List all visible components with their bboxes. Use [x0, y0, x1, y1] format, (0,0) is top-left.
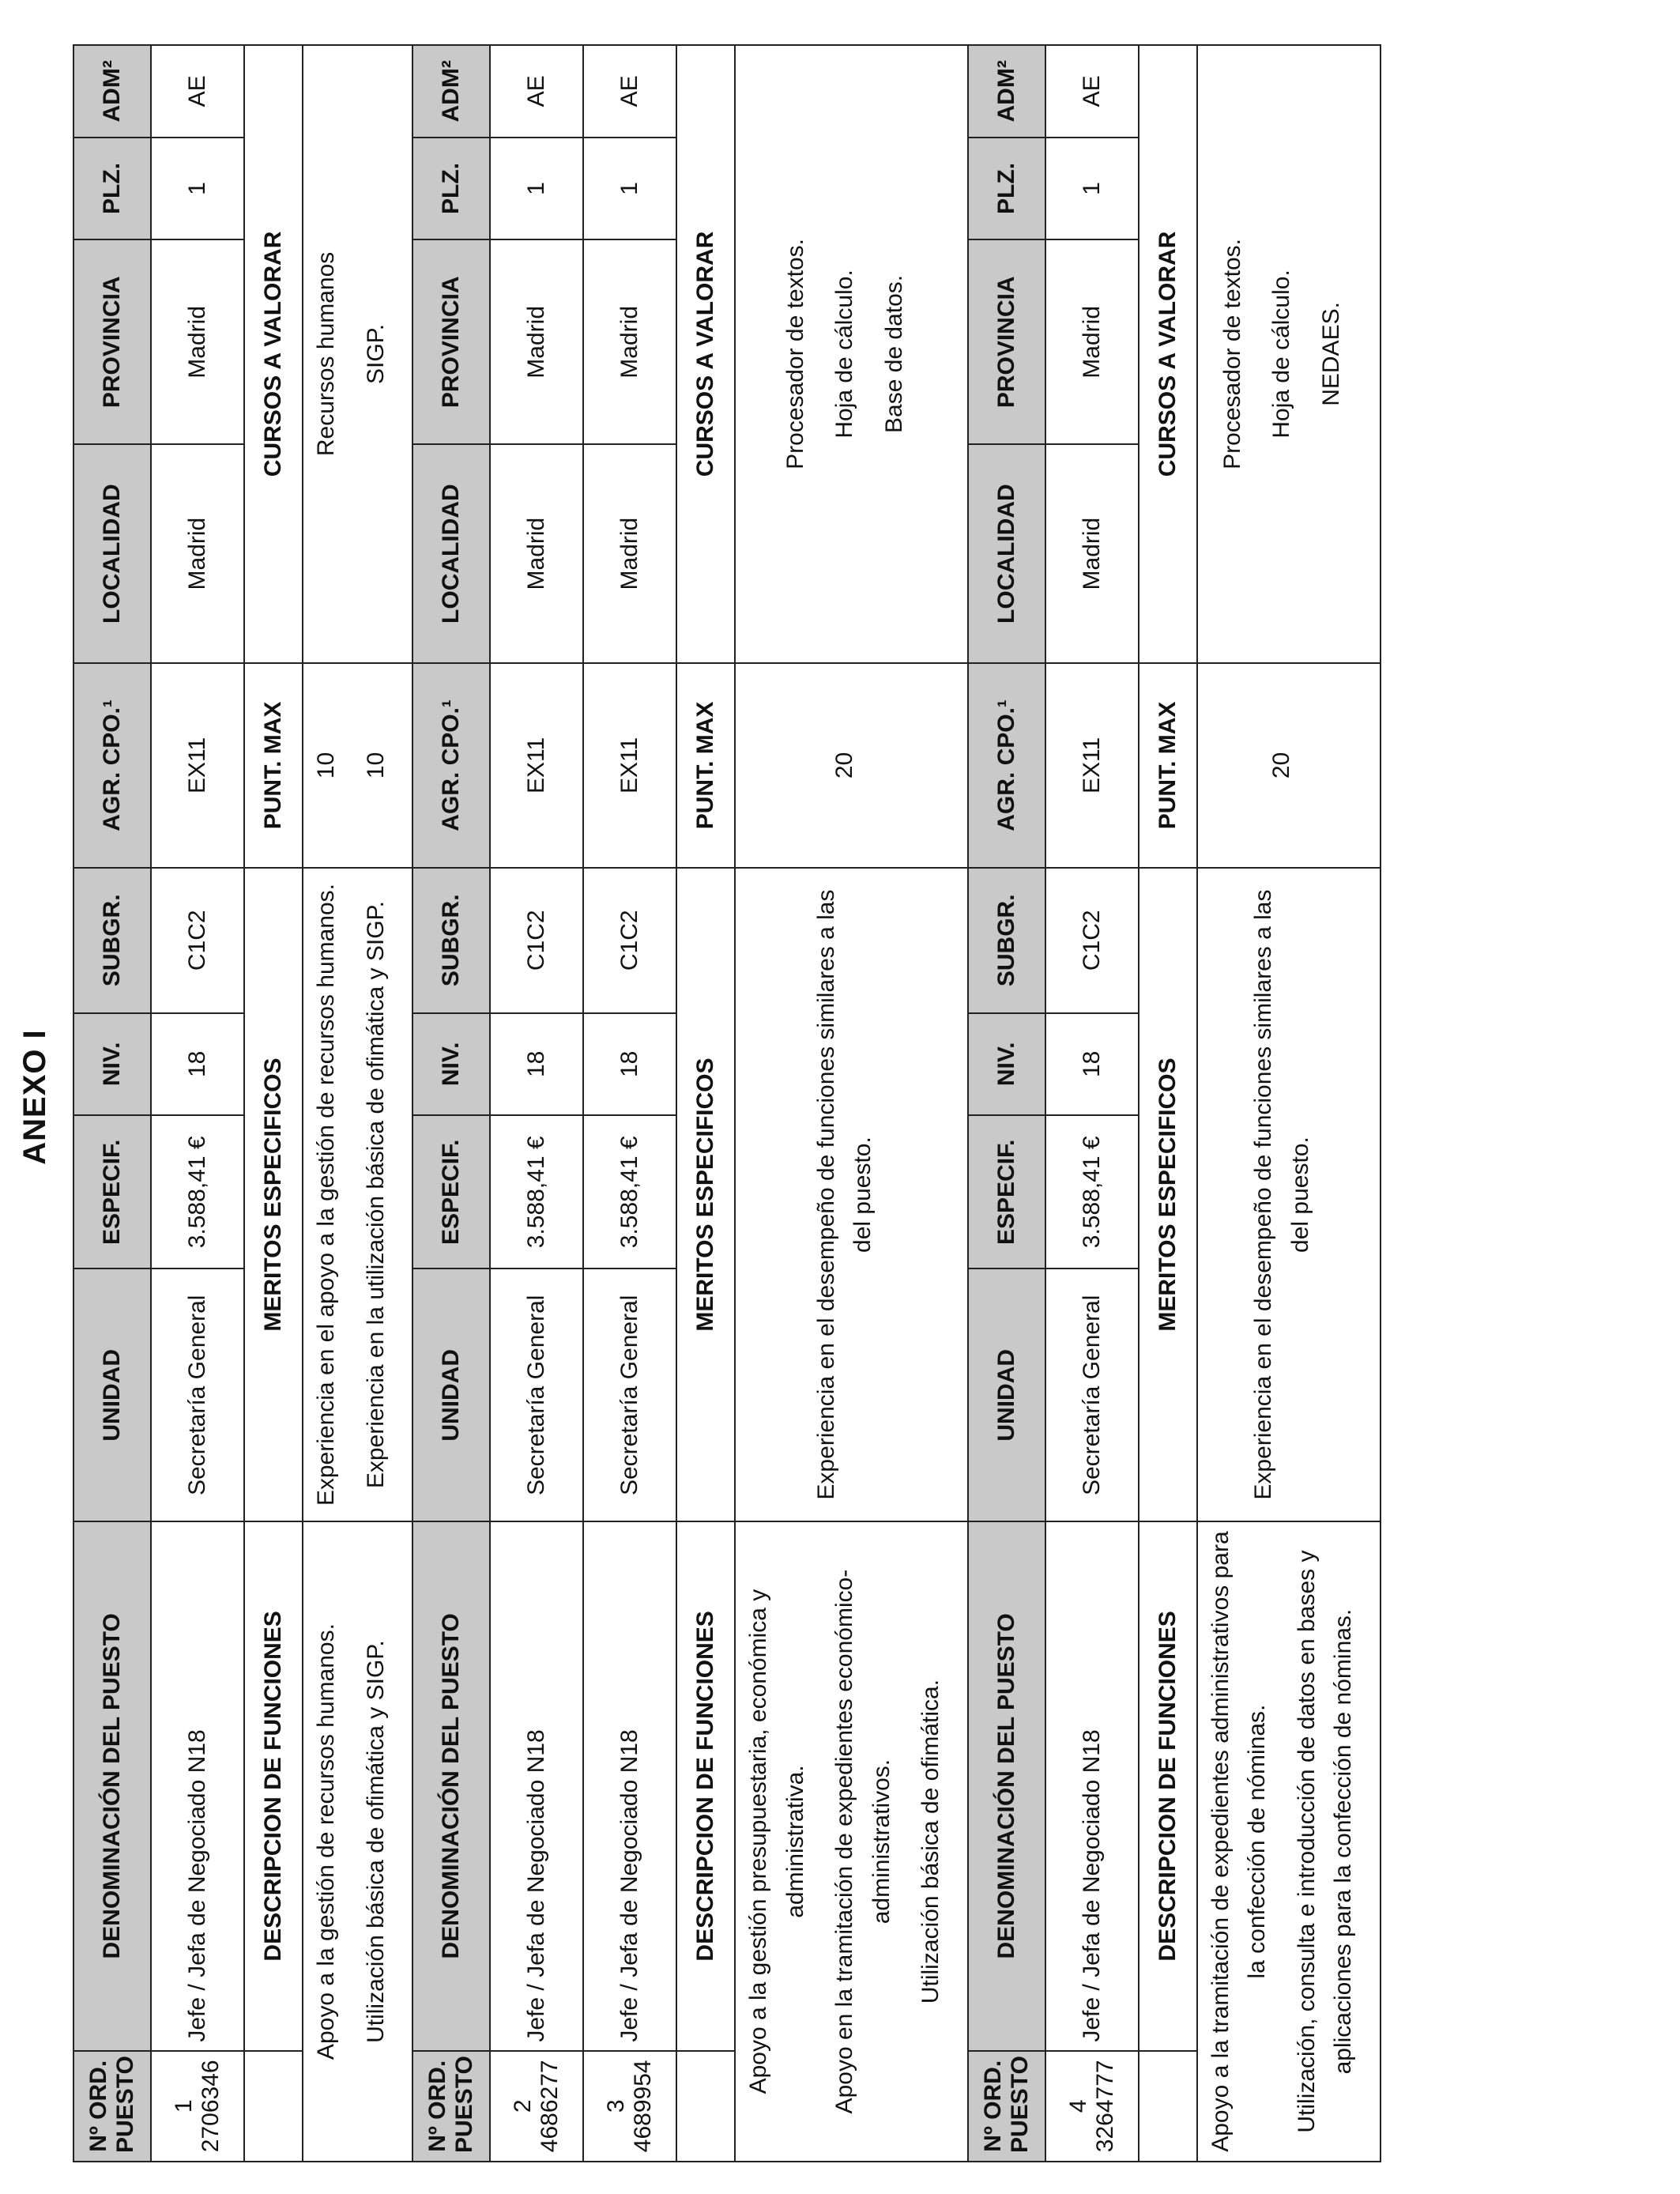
- cursos-cell: [1197, 45, 1381, 663]
- cell-unidad: Secretaría General: [1045, 1269, 1139, 1522]
- cell-provincia: Madrid: [151, 239, 244, 444]
- ord-number: 2: [510, 2099, 536, 2113]
- cell-subgr: C1C2: [490, 868, 583, 1013]
- meritos-cell: [1197, 868, 1381, 1521]
- funcion-item: Apoyo en la tramitación de expedientes económico-administrativos.: [831, 1569, 895, 2114]
- descripcion-header: DESCRIPCION DE FUNCIONES: [676, 1521, 735, 2051]
- header-plz: PLZ.: [968, 138, 1045, 240]
- cell-adm: AE: [151, 45, 244, 138]
- cell-localidad: Madrid: [1045, 444, 1139, 662]
- header-plz: PLZ.: [73, 138, 151, 240]
- cell-provincia: Madrid: [490, 239, 583, 444]
- section-header-row: [676, 45, 735, 2162]
- section-blank: [1139, 2051, 1197, 2162]
- cell-subgr: C1C2: [583, 868, 676, 1013]
- cell-plz: 1: [151, 138, 244, 240]
- cell-plz: 1: [583, 138, 676, 240]
- cell-ord: [1045, 2051, 1139, 2162]
- section-body-row: [1197, 45, 1381, 2162]
- meritos-cell: [735, 868, 968, 1521]
- puntos-cell: [735, 663, 968, 868]
- cursos-header: CURSOS A VALORAR: [1139, 45, 1197, 663]
- funcion-item: Utilización, consulta e introducción de datos en bases y aplicaciones para la confección de nóminas.: [1293, 1550, 1356, 2133]
- curso-item: NEDAES.: [1317, 302, 1344, 406]
- section-body-row: [303, 45, 412, 2162]
- header-row: [412, 45, 490, 2162]
- cell-denominacion: Jefe / Jefa de Negociado N18: [151, 1521, 244, 2051]
- header-adm: ADM²: [73, 45, 151, 138]
- funcion-item: Utilización básica de ofimática y SIGP.: [362, 1640, 389, 2043]
- cell-plz: 1: [1045, 138, 1139, 240]
- ord-code: 4689954: [630, 2060, 656, 2153]
- header-ord: Nº ORD. PUESTO: [412, 2051, 490, 2162]
- cell-niv: 18: [490, 1013, 583, 1116]
- curso-item: Hoja de cálculo.: [831, 270, 857, 439]
- curso-item: Base de datos.: [880, 274, 907, 433]
- cell-subgr: C1C2: [151, 868, 244, 1013]
- header-agr: AGR. CPO.¹: [412, 663, 490, 868]
- header-localidad: LOCALIDAD: [412, 444, 490, 662]
- cell-provincia: Madrid: [1045, 239, 1139, 444]
- section-body-row: [735, 45, 968, 2162]
- header-adm: ADM²: [968, 45, 1045, 138]
- cell-especif: 3.588,41 €: [151, 1115, 244, 1269]
- curso-item: Recursos humanos: [313, 251, 339, 457]
- header-agr: AGR. CPO.¹: [73, 663, 151, 868]
- header-denominacion: DENOMINACIÓN DEL PUESTO: [968, 1521, 1045, 2051]
- cell-niv: 18: [151, 1013, 244, 1116]
- cell-unidad: Secretaría General: [490, 1269, 583, 1522]
- header-unidad: UNIDAD: [968, 1269, 1045, 1522]
- cell-especif: 3.588,41 €: [490, 1115, 583, 1269]
- header-provincia: PROVINCIA: [412, 239, 490, 444]
- header-denominacion: DENOMINACIÓN DEL PUESTO: [412, 1521, 490, 2051]
- cell-localidad: Madrid: [151, 444, 244, 662]
- header-plz: PLZ.: [412, 138, 490, 240]
- punto-item: 10: [362, 752, 389, 779]
- meritos-header: MERITOS ESPECIFICOS: [1139, 868, 1197, 1521]
- meritos-header: MERITOS ESPECIFICOS: [676, 868, 735, 1521]
- cell-plz: 1: [490, 138, 583, 240]
- meritos-cell: [303, 868, 412, 1521]
- section-header-row: [1139, 45, 1197, 2162]
- meritos-header: MERITOS ESPECIFICOS: [244, 868, 303, 1521]
- cell-agr: EX11: [1045, 663, 1139, 868]
- header-especif: ESPECIF.: [968, 1115, 1045, 1269]
- page-title: ANEXO I: [17, 1029, 52, 1165]
- cell-adm: AE: [490, 45, 583, 138]
- header-adm: ADM²: [412, 45, 490, 138]
- funcion-item: Apoyo a la gestión de recursos humanos.: [313, 1623, 339, 2060]
- funcion-item: Utilización básica de ofimática.: [917, 1679, 944, 2004]
- cell-niv: 18: [1045, 1013, 1139, 1116]
- table-row: [1045, 45, 1139, 2162]
- curso-item: SIGP.: [362, 323, 389, 385]
- curso-item: Hoja de cálculo.: [1268, 270, 1295, 439]
- header-subgr: SUBGR.: [412, 868, 490, 1013]
- ord-number: 1: [171, 2099, 197, 2113]
- cell-unidad: Secretaría General: [583, 1269, 676, 1522]
- cursos-cell: [303, 45, 412, 663]
- cell-provincia: Madrid: [583, 239, 676, 444]
- cell-adm: AE: [1045, 45, 1139, 138]
- cell-ord: [583, 2051, 676, 2162]
- header-especif: ESPECIF.: [412, 1115, 490, 1269]
- table-row: [583, 45, 676, 2162]
- funciones-cell: [1197, 1521, 1381, 2162]
- header-unidad: UNIDAD: [412, 1269, 490, 1522]
- curso-item: Procesador de textos.: [1219, 239, 1245, 469]
- punt-header: PUNT. MAX: [1139, 663, 1197, 868]
- cursos-cell: [735, 45, 968, 663]
- header-niv: NIV.: [73, 1013, 151, 1116]
- punt-header: PUNT. MAX: [676, 663, 735, 868]
- header-unidad: UNIDAD: [73, 1269, 151, 1522]
- punto-item: 20: [1268, 752, 1295, 779]
- merito-item: Experiencia en el apoyo a la gestión de recursos humanos.: [313, 883, 339, 1506]
- header-localidad: LOCALIDAD: [73, 444, 151, 662]
- punto-item: 20: [831, 752, 857, 779]
- puntos-cell: [303, 663, 412, 868]
- descripcion-header: DESCRIPCION DE FUNCIONES: [244, 1521, 303, 2051]
- header-row: [968, 45, 1045, 2162]
- funcion-item: Apoyo a la tramitación de expedientes administrativos para la confección de nóminas.: [1207, 1531, 1270, 2152]
- punt-header: PUNT. MAX: [244, 663, 303, 868]
- cell-agr: EX11: [490, 663, 583, 868]
- funciones-cell: [303, 1521, 412, 2162]
- funcion-item: Apoyo a la gestión presupuestaria, económica y administrativa.: [745, 1589, 808, 2094]
- funciones-cell: [735, 1521, 968, 2162]
- cell-agr: EX11: [151, 663, 244, 868]
- section-header-row: [244, 45, 303, 2162]
- cell-especif: 3.588,41 €: [1045, 1115, 1139, 1269]
- section-blank: [244, 2051, 303, 2162]
- header-provincia: PROVINCIA: [968, 239, 1045, 444]
- header-denominacion: DENOMINACIÓN DEL PUESTO: [73, 1521, 151, 2051]
- cell-ord: [490, 2051, 583, 2162]
- header-subgr: SUBGR.: [968, 868, 1045, 1013]
- cell-denominacion: Jefe / Jefa de Negociado N18: [1045, 1521, 1139, 2051]
- cell-denominacion: Jefe / Jefa de Negociado N18: [583, 1521, 676, 2051]
- cursos-header: CURSOS A VALORAR: [676, 45, 735, 663]
- ord-code: 3264777: [1091, 2060, 1118, 2153]
- ord-number: 4: [1064, 2099, 1091, 2113]
- merito-item: Experiencia en el desempeño de funciones similares a las del puesto.: [812, 889, 876, 1500]
- header-provincia: PROVINCIA: [73, 239, 151, 444]
- cell-especif: 3.588,41 €: [583, 1115, 676, 1269]
- punto-item: 10: [313, 752, 339, 779]
- table-row: [151, 45, 244, 2162]
- puntos-cell: [1197, 663, 1381, 868]
- header-subgr: SUBGR.: [73, 868, 151, 1013]
- ord-code: 2706346: [198, 2060, 224, 2153]
- cell-localidad: Madrid: [490, 444, 583, 662]
- descripcion-header: DESCRIPCION DE FUNCIONES: [1139, 1521, 1197, 2051]
- header-agr: AGR. CPO.¹: [968, 663, 1045, 868]
- cursos-header: CURSOS A VALORAR: [244, 45, 303, 663]
- cell-agr: EX11: [583, 663, 676, 868]
- cell-niv: 18: [583, 1013, 676, 1116]
- ord-code: 4686277: [537, 2060, 563, 2153]
- merito-item: Experiencia en la utilización básica de ofimática y SIGP.: [362, 900, 389, 1489]
- cell-ord: [151, 2051, 244, 2162]
- ord-number: 3: [603, 2099, 629, 2113]
- section-blank: [676, 2051, 735, 2162]
- curso-item: Procesador de textos.: [782, 239, 808, 469]
- header-ord: Nº ORD. PUESTO: [73, 2051, 151, 2162]
- cell-unidad: Secretaría General: [151, 1269, 244, 1522]
- header-niv: NIV.: [968, 1013, 1045, 1116]
- table-row: [490, 45, 583, 2162]
- header-localidad: LOCALIDAD: [968, 444, 1045, 662]
- anexo-table: [73, 44, 1381, 2162]
- cell-localidad: Madrid: [583, 444, 676, 662]
- header-especif: ESPECIF.: [73, 1115, 151, 1269]
- cell-adm: AE: [583, 45, 676, 138]
- header-row: [73, 45, 151, 2162]
- merito-item: Experiencia en el desempeño de funciones similares a las del puesto.: [1250, 889, 1313, 1500]
- cell-subgr: C1C2: [1045, 868, 1139, 1013]
- header-niv: NIV.: [412, 1013, 490, 1116]
- header-ord: Nº ORD. PUESTO: [968, 2051, 1045, 2162]
- cell-denominacion: Jefe / Jefa de Negociado N18: [490, 1521, 583, 2051]
